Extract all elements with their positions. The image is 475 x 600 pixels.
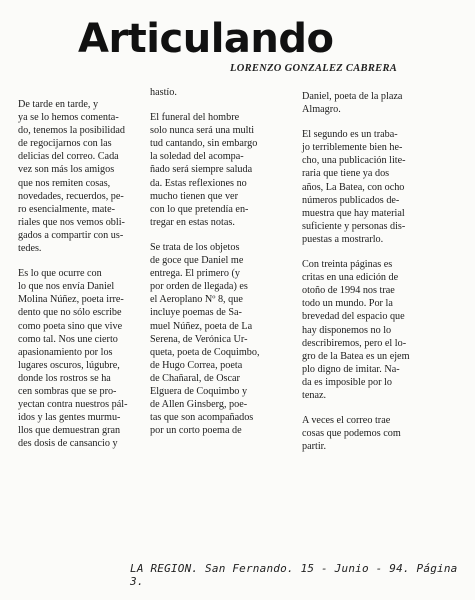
column-1 [18,98,152,462]
paragraph: Es lo que ocurre con lo que nos envía Daniel Molina Núñez, poeta irre- dento que no sólo escribe como poeta sino que vive como tal. Nos une cierto apasionamiento por los lugares oscuros, lúgubre, donde los rostros se ha cen sombras que se pro- yectan contra nuestros pál- idos y las gentes murmu- llos que demuestran gran des dosis de cansancio y [18,268,128,450]
paragraph: De tarde en tarde, y ya se lo hemos comenta- do, tenemos la posibilidad de regocijarnos con las delicias del correo. Cada vez son más los amigos que nos remiten cosas, novedades, recuerdos, pe- ro esencialmente, mate- riales que nos vemos obli- gados a compartir con us- tedes. [18,99,125,255]
paragraph: A veces el correo trae cosas que podemos com partir. [302,415,401,453]
paragraph: Daniel, poeta de la plaza Almagro. [302,91,403,116]
article-title: Articulando [78,16,334,62]
paragraph: Se trata de los objetos de goce que Daniel me entrega. El primero (y por orden de llegada) es el Aeroplano Nº 8, que incluye poemas de Sa- muel Núñez, poeta de La Serena, de Verónica Ur- queta, poeta de Coquimbo, de Hugo Correa, poeta de Chañaral, de Oscar Elguera de Coquimbo y de Allen Ginsberg, poe- tas que son acompañados por un corto poema de [150,241,260,437]
column-3 [302,90,442,465]
paragraph: hastío. [150,87,177,98]
paragraph: Con treinta páginas es critas en una edición de otoño de 1994 nos trae todo un mundo. Por la brevedad del espacio que hay disponemos no lo describiremos, pero el lo- gro de la Batea es un ejem plo digno de imitar. Na- da es imposible por lo tenaz. [302,259,410,401]
source-note: LA REGION. San Fernando. 15 - Junio - 94. Página 3. [130,562,458,588]
column-2 [150,86,288,449]
paragraph: El segundo es un traba- jo terriblemente bien he- cho, una publicación lite- raria que tiene ya dos años, La Batea, con ocho números publicados de- muestra que hay material suficiente y personas dis- puestas a mostrarlo. [302,129,406,245]
author-byline: LORENZO GONZALEZ CABRERA [230,63,398,74]
paragraph: El funeral del hombre solo nunca será una multi tud cantando, sin embargo la soledad del acompa- ñado será siempre saluda da. Estas reflexiones no mucho tienen que ver con lo que pretendía en- tregar en estas notas. [150,112,258,228]
